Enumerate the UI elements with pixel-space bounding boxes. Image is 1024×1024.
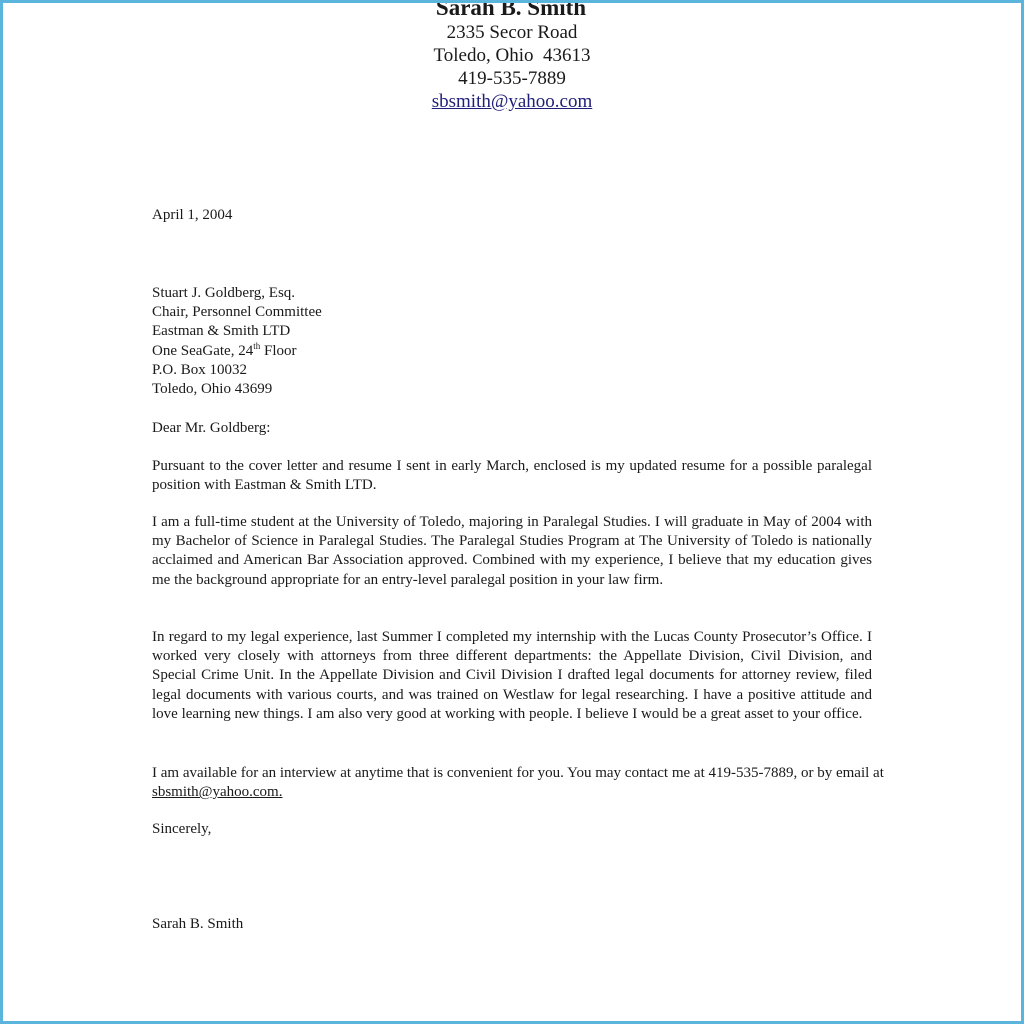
recipient-title: Chair, Personnel Committee bbox=[152, 304, 322, 321]
paragraph-1: Pursuant to the cover letter and resume I sent in early March, enclosed is my updated resume for a possible paralegal position with Eastman & Smith LTD. bbox=[152, 458, 872, 494]
inline-email-link[interactable]: sbsmith@yahoo.com. bbox=[152, 784, 283, 801]
recipient-company: Eastman & Smith LTD bbox=[152, 323, 291, 340]
signature-name: Sarah B. Smith bbox=[152, 916, 244, 932]
closing: Sincerely, bbox=[152, 821, 212, 837]
paragraph-2: I am a full-time student at the University of Toledo, majoring in Paralegal Studies. I will graduate in May of 2004 with my Bachelor of Science in Paralegal Studies. The Paralegal Studies Program at The University of Toledo is nationally acclaimed and American Bar Association approved. Combined with my experience, I believe that my education gives me the background appropriate for an entry-level paralegal position in your law firm. bbox=[152, 514, 872, 588]
sender-email-link[interactable]: sbsmith@yahoo.com bbox=[431, 91, 593, 112]
recipient-street: One SeaGate, 24th Floor bbox=[152, 340, 297, 359]
salutation: Dear Mr. Goldberg: bbox=[152, 420, 271, 436]
recipient-address bbox=[152, 284, 322, 399]
sender-phone: 419-535-7889 bbox=[458, 68, 566, 89]
sender-city: Toledo, Ohio 43613 bbox=[433, 45, 591, 66]
recipient-name: Stuart J. Goldberg, Esq. bbox=[152, 285, 296, 301]
recipient-city: Toledo, Ohio 43699 bbox=[152, 381, 273, 398]
paragraph-3: In regard to my legal experience, last Summer I completed my internship with the Lucas County Prosecutor’s Office. I worked very closely with attorneys from three different departments: the Appellate Division, Civil Division, and Special Crime Unit. In the Appellate Division and Civil Division I drafted legal documents for attorney review, filed legal documents with various courts, and was trained on Westlaw for legal researching. I have a positive attitude and love learning new things. I am also very good at working with people. I believe I would be a great asset to your office. bbox=[152, 629, 872, 722]
sender-name: Sarah B. Smith bbox=[435, 0, 587, 20]
recipient-po-box: P.O. Box 10032 bbox=[152, 361, 248, 378]
letterhead bbox=[0, 0, 1024, 113]
letter-date: April 1, 2004 bbox=[152, 207, 233, 223]
paragraph-4: I am available for an interview at anytime that is convenient for you. You may contact me at 419-535-7889, or by email at sbsmith@yahoo.com. bbox=[152, 765, 884, 801]
sender-street: 2335 Secor Road bbox=[446, 22, 578, 43]
